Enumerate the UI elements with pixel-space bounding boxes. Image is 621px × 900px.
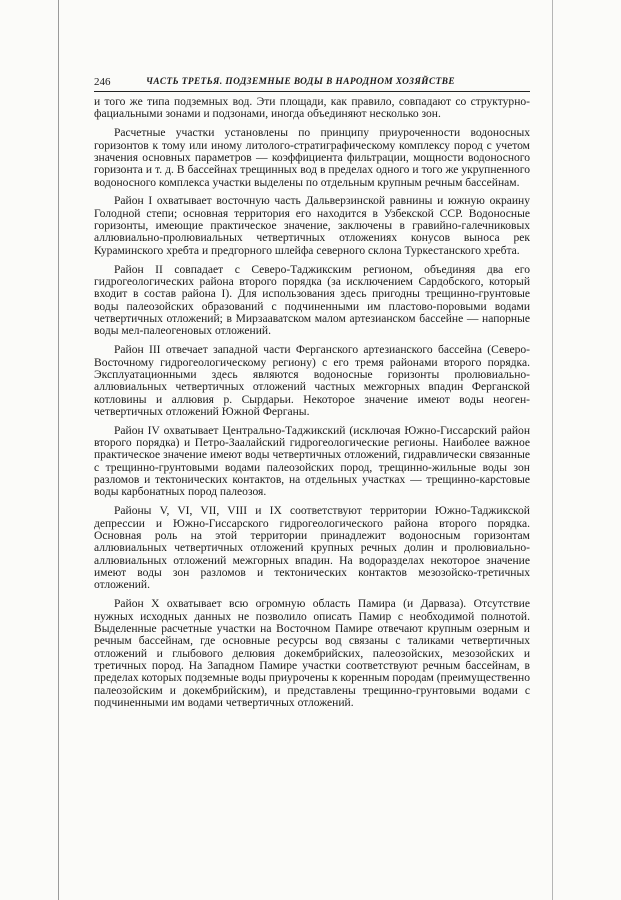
- paragraph-district-1: Район I охватывает восточную часть Дальверзинской равнины и южную окраину Голодной степи; основная территория его находится в Узбекской ССР. Водоносные горизонты, имеющие практическое значение, заключены в гравийно-галечниковых аллювиально-пролювиальных четвертичных отложениях конусов выноса рек Кураминского хребта и предгорного шлейфа северного склона Туркестанского хребта.: [94, 195, 530, 257]
- page-number: 246: [94, 76, 111, 88]
- running-title: ЧАСТЬ ТРЕТЬЯ. ПОДЗЕМНЫЕ ВОДЫ В НАРОДНОМ ХОЗЯЙСТВЕ: [146, 77, 456, 87]
- page-edge-left: [58, 0, 59, 900]
- paragraph-district-10: Район X охватывает всю огромную область Памира (и Дарваза). Отсутствие нужных исходных данных не позволило описать Памир с необходимой полнотой. Выделенные расчетные участки на Восточном Памире отвечают крупным озерным и речным бассейнам, где основные ресурсы вод связаны с таликами четвертичных отложений и глыбового делювия докембрийских, палеозойских, мезозойских и третичных пород. На Западном Памире участки соответствуют речным бассейнам, в пределах которых подземные воды приурочены к коренным породам (преимущественно палеозойским и докембрийским), и представлены трещинно-грунтовыми водами с подчиненными им водами четвертичных отложений.: [94, 598, 530, 709]
- paragraph-calculation-areas: Расчетные участки установлены по принципу приуроченности водоносных горизонтов к тому или иному литолого-стратиграфическому комплексу пород с учетом значения основных параметров — коэффициента фильтрации, мощности водоносного горизонта и т. д. В бассейнах трещинных вод в пределах одного и того же укрупненного водоносного комплекса участки выделены по отдельным крупным речным бассейнам.: [94, 127, 530, 189]
- paragraph-districts-5-9: Районы V, VI, VII, VIII и IX соответствуют территории Южно-Таджикской депрессии и Южно-Гиссарского гидрогеологического района второго порядка. Основная роль на этой территории принадлежит водоносным горизонтам аллювиальных четвертичных отложений крупных речных долин и пролювиально-аллювиальных отложений межгорных впадин. На водоразделах некоторое значение имеют воды зон разломов и тектонических контактов мезозойско-третичных отложений.: [94, 505, 530, 592]
- body-text: [94, 96, 530, 716]
- paragraph-district-2: Район II совпадает с Северо-Таджикским регионом, объединяя два его гидрогеологических района второго порядка (за исключением Сардобского, который входит в состав района I). Для использования здесь пригодны трещинно-грунтовые воды палеозойских образований с подчиненными им пластово-поровыми водами четвертичных отложений; в Мирзааватском малом артезианском бассейне — напорные воды мел-палеогеновых отложений.: [94, 263, 530, 338]
- paragraph-district-3: Район III отвечает западной части Ферганского артезианского бассейна (Северо-Восточному гидрогеологическому региону) с его тремя районами второго порядка. Эксплуатационными здесь являются водоносные горизонты пролювиально-аллювиальных четвертичных отложений частных межгорных впадин Ферганской котловины и аллювия р. Сырдарьи. Некоторое значение имеют воды неоген-четвертичных отложений Южной Ферганы.: [94, 344, 530, 418]
- header-rule: [94, 91, 530, 92]
- page-edge-right: [552, 0, 553, 900]
- page-header: [94, 75, 530, 89]
- paragraph-district-4: Район IV охватывает Центрально-Таджикский (исключая Южно-Гиссарский район второго порядка) и Петро-Заалайский гидрогеологические регионы. Наиболее важное практическое значение имеют воды четвертичных отложений, гидравлически связанные с трещинно-грунтовыми водами палеозойских пород, трещинно-жильные воды зон разломов и тектонических контактов, на отдельных участках — трещинно-карстовые воды карбонатных пород палеозоя.: [94, 424, 530, 499]
- paragraph-continuation: и того же типа подземных вод. Эти площади, как правило, совпадают со структурно-фациальными зонами и подзонами, иногда объединяют несколько зон.: [94, 96, 530, 121]
